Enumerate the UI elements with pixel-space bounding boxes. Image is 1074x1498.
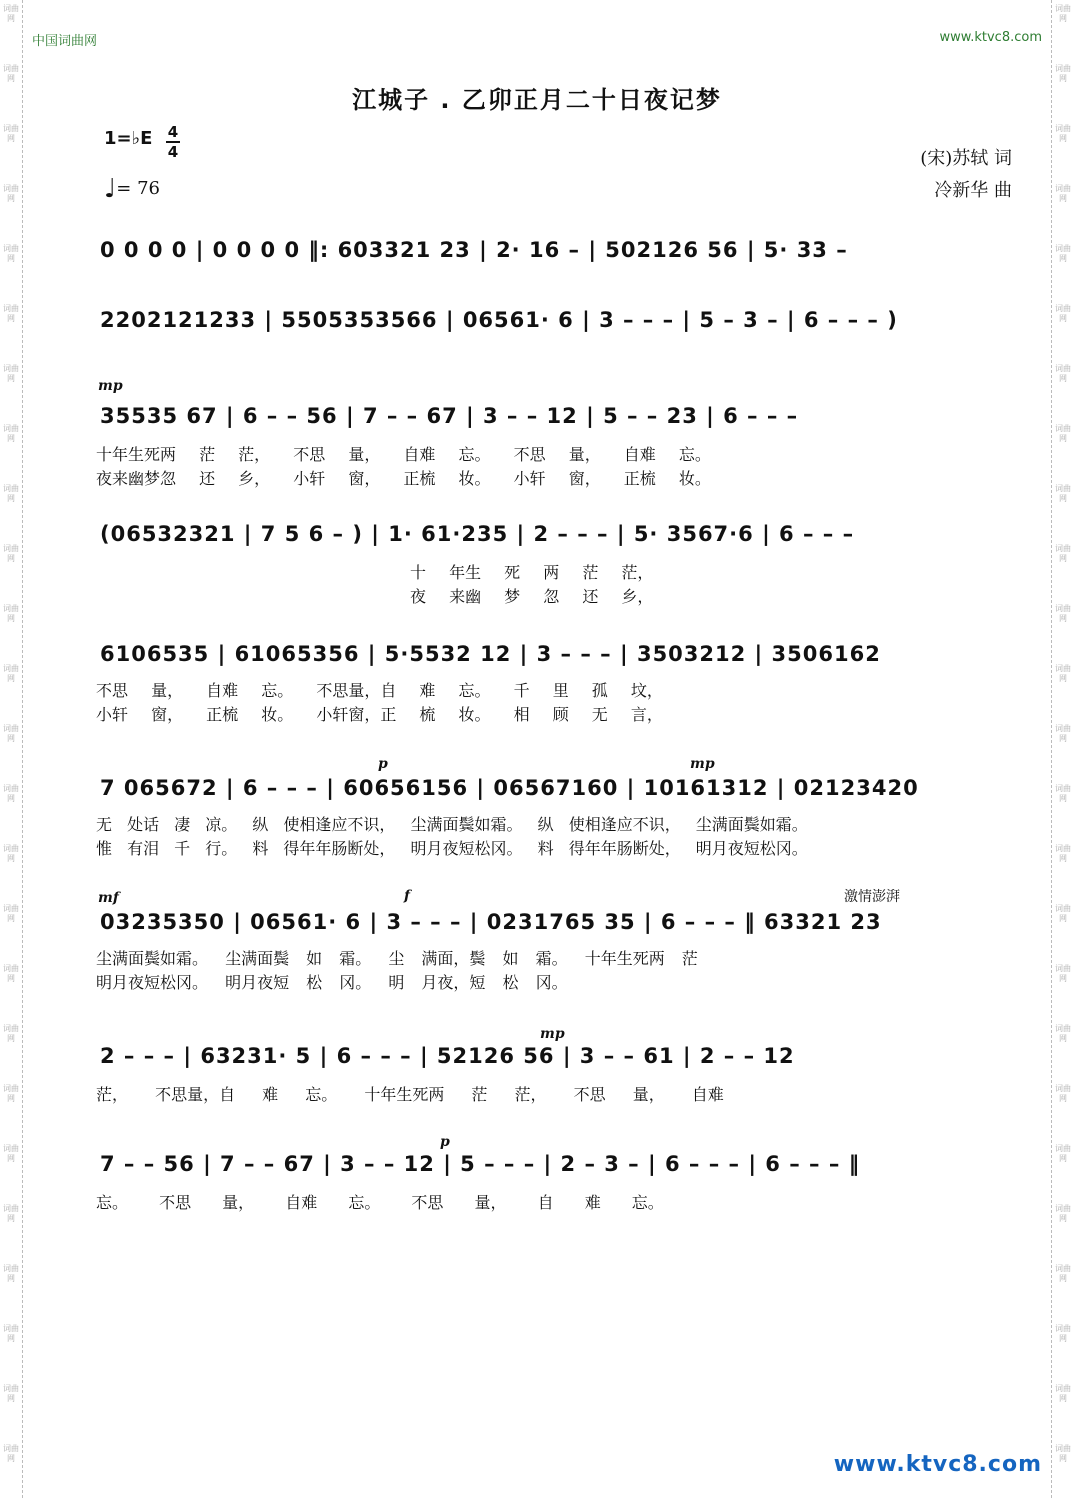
watermark-text: 词曲网: [1055, 4, 1071, 23]
watermark-text: 词曲网: [1055, 304, 1071, 323]
dynamic-mark: mp: [540, 1026, 565, 1042]
watermark-text: 词曲网: [3, 844, 19, 863]
watermark-text: 词曲网: [1055, 1384, 1071, 1403]
watermark-text: 词曲网: [1055, 544, 1071, 563]
watermark-text: 词曲网: [3, 364, 19, 383]
watermark-text: 词曲网: [3, 1384, 19, 1403]
key-signature: 1=♭E: [104, 128, 153, 149]
watermark-text: 词曲网: [1055, 1084, 1071, 1103]
site-url[interactable]: www.ktvc8.com: [939, 30, 1042, 45]
watermark-text: 词曲网: [3, 784, 19, 803]
lyric-line: 夜来幽梦忽 还 乡， 小轩 窗， 正梳 妆。 小轩 窗， 正梳 妆。: [96, 469, 711, 488]
lyric-line: 忘。 不思 量， 自难 忘。 不思 量， 自 难 忘。: [96, 1193, 664, 1212]
watermark-text: 词曲网: [1055, 1024, 1071, 1043]
notation-line-9: 7 – – 56 | 7 – – 67 | 3 – – 12 | 5 – – – | 2 – 3 – | 6 – – – | 6 – – – ‖: [100, 1152, 861, 1176]
lyric-line: 小轩 窗， 正梳 妆。 小轩窗，正 梳 妆。 相 顾 无 言，: [96, 705, 663, 724]
watermark-text: 词曲网: [3, 1324, 19, 1343]
watermark-text: 词曲网: [3, 64, 19, 83]
watermark-text: 词曲网: [3, 304, 19, 323]
notation-line-8: 2 – – – | 63231· 5 | 6 – – – | 52126 56 | 3 – – 61 | 2 – – 12: [100, 1044, 795, 1068]
dynamic-mark: mp: [98, 378, 123, 394]
watermark-text: 词曲网: [1055, 1444, 1071, 1463]
watermark-text: 词曲网: [1055, 1144, 1071, 1163]
lyric-line: 明月夜短松冈。 明月夜短 松 冈。 明 月夜，短 松 冈。: [96, 973, 568, 992]
watermark-text: 词曲网: [1055, 124, 1071, 143]
watermark-text: 词曲网: [3, 244, 19, 263]
watermark-text: 词曲网: [1055, 604, 1071, 623]
notation-line-2: 2202121233 | 5505353566 | 06561· 6 | 3 – – – | 5 – 3 – | 6 – – – ): [100, 308, 898, 332]
dynamic-mark: p: [378, 756, 388, 772]
watermark-text: 词曲网: [1055, 724, 1071, 743]
dynamic-mark: mp: [690, 756, 715, 772]
watermark-text: 词曲网: [3, 424, 19, 443]
lyric-line: 十 年生 死 两 茫 茫，: [410, 563, 654, 582]
watermark-text: 词曲网: [1055, 1324, 1071, 1343]
dynamic-mark: p: [440, 1134, 450, 1150]
watermark-text: 词曲网: [3, 604, 19, 623]
time-signature-top: 4: [167, 123, 179, 141]
site-name[interactable]: 中国词曲网: [32, 34, 98, 49]
dynamic-mark: mf: [98, 890, 119, 906]
watermark-text: 词曲网: [1055, 484, 1071, 503]
watermark-text: 词曲网: [3, 1024, 19, 1043]
watermark-text: 词曲网: [3, 1144, 19, 1163]
tempo-marking: [104, 174, 160, 204]
watermark-text: 词曲网: [3, 664, 19, 683]
lyric-line: 夜 来幽 梦 忽 还 乡，: [410, 587, 654, 606]
watermark-text: 词曲网: [3, 964, 19, 983]
watermark-text: 词曲网: [1055, 784, 1071, 803]
lyric-line: 茫， 不思量，自 难 忘。 十年生死两 茫 茫， 不思 量， 自难: [96, 1085, 724, 1104]
lyric-line: 十年生死两 茫 茫， 不思 量， 自难 忘。 不思 量， 自难 忘。: [96, 445, 711, 464]
watermark-text: 词曲网: [1055, 1264, 1071, 1283]
lyric-line: 尘满面鬓如霜。 尘满面鬓 如 霜。 尘 满面，鬓 如 霜。 十年生死两 茫: [96, 949, 698, 968]
watermark-text: 词曲网: [3, 1084, 19, 1103]
watermark-text: 词曲网: [1055, 1204, 1071, 1223]
watermark-text: 词曲网: [3, 1444, 19, 1463]
watermark-text: 词曲网: [3, 184, 19, 203]
watermark-text: 词曲网: [1055, 424, 1071, 443]
lyricist-credit: (宋)苏轼 词: [920, 148, 1012, 169]
watermark-text: 词曲网: [3, 124, 19, 143]
footer-logo[interactable]: www.ktvc8.com: [833, 1452, 1042, 1477]
time-signature: [166, 124, 180, 160]
watermark-text: 词曲网: [1055, 184, 1071, 203]
watermark-text: 词曲网: [1055, 904, 1071, 923]
watermark-text: 词曲网: [1055, 844, 1071, 863]
notation-line-3: 35535 67 | 6 – – 56 | 7 – – 67 | 3 – – 12 | 5 – – 23 | 6 – – –: [100, 404, 799, 428]
watermark-text: 词曲网: [3, 724, 19, 743]
notation-line-4: (06532321 | 7 5 6 – ) | 1· 61·235 | 2 – – – | 5· 3567·6 | 6 – – –: [100, 522, 855, 546]
watermark-text: 词曲网: [3, 1264, 19, 1283]
quarter-note-icon: ♩: [104, 174, 117, 204]
watermark-text: 词曲网: [1055, 964, 1071, 983]
watermark-text: 词曲网: [1055, 364, 1071, 383]
time-signature-bottom: 4: [167, 143, 179, 161]
watermark-text: 词曲网: [3, 4, 19, 23]
notation-line-7: 03235350 | 06561· 6 | 3 – – – | 0231765 35 | 6 – – – ‖ 63321 23: [100, 910, 882, 934]
notation-line-1: 0 0 0 0 | 0 0 0 0 ‖: 603321 23 | 2· 16 – | 502126 56 | 5· 33 –: [100, 238, 848, 262]
dynamic-mark: f: [404, 888, 411, 904]
watermark-text: 词曲网: [3, 544, 19, 563]
left-watermark-strip: [0, 0, 23, 1498]
lyric-line: 不思 量， 自难 忘。 不思量，自 难 忘。 千 里 孤 坟，: [96, 681, 663, 700]
tempo-value: = 76: [116, 178, 160, 199]
notation-line-6: 7 065672 | 6 – – – | 60656156 | 06567160 | 10161312 | 02123420: [100, 776, 919, 800]
song-title: 江城子 . 乙卯正月二十日夜记梦: [352, 86, 722, 114]
expression-mark: 激情澎湃: [844, 889, 900, 905]
watermark-text: 词曲网: [1055, 664, 1071, 683]
notation-line-5: 6106535 | 61065356 | 5·5532 12 | 3 – – – | 3503212 | 3506162: [100, 642, 881, 666]
lyric-line: 惟 有泪 千 行。 料 得年年肠断处， 明月夜短松冈。 料 得年年肠断处， 明月夜短松冈。: [96, 839, 808, 858]
right-watermark-strip: [1051, 0, 1074, 1498]
watermark-text: 词曲网: [3, 484, 19, 503]
watermark-text: 词曲网: [3, 1204, 19, 1223]
watermark-text: 词曲网: [1055, 64, 1071, 83]
composer-credit: 冷新华 曲: [934, 180, 1012, 201]
watermark-text: 词曲网: [1055, 244, 1071, 263]
lyric-line: 无 处话 凄 凉。 纵 使相逢应不识， 尘满面鬓如霜。 纵 使相逢应不识， 尘满面鬓如霜。: [96, 815, 808, 834]
watermark-text: 词曲网: [3, 904, 19, 923]
